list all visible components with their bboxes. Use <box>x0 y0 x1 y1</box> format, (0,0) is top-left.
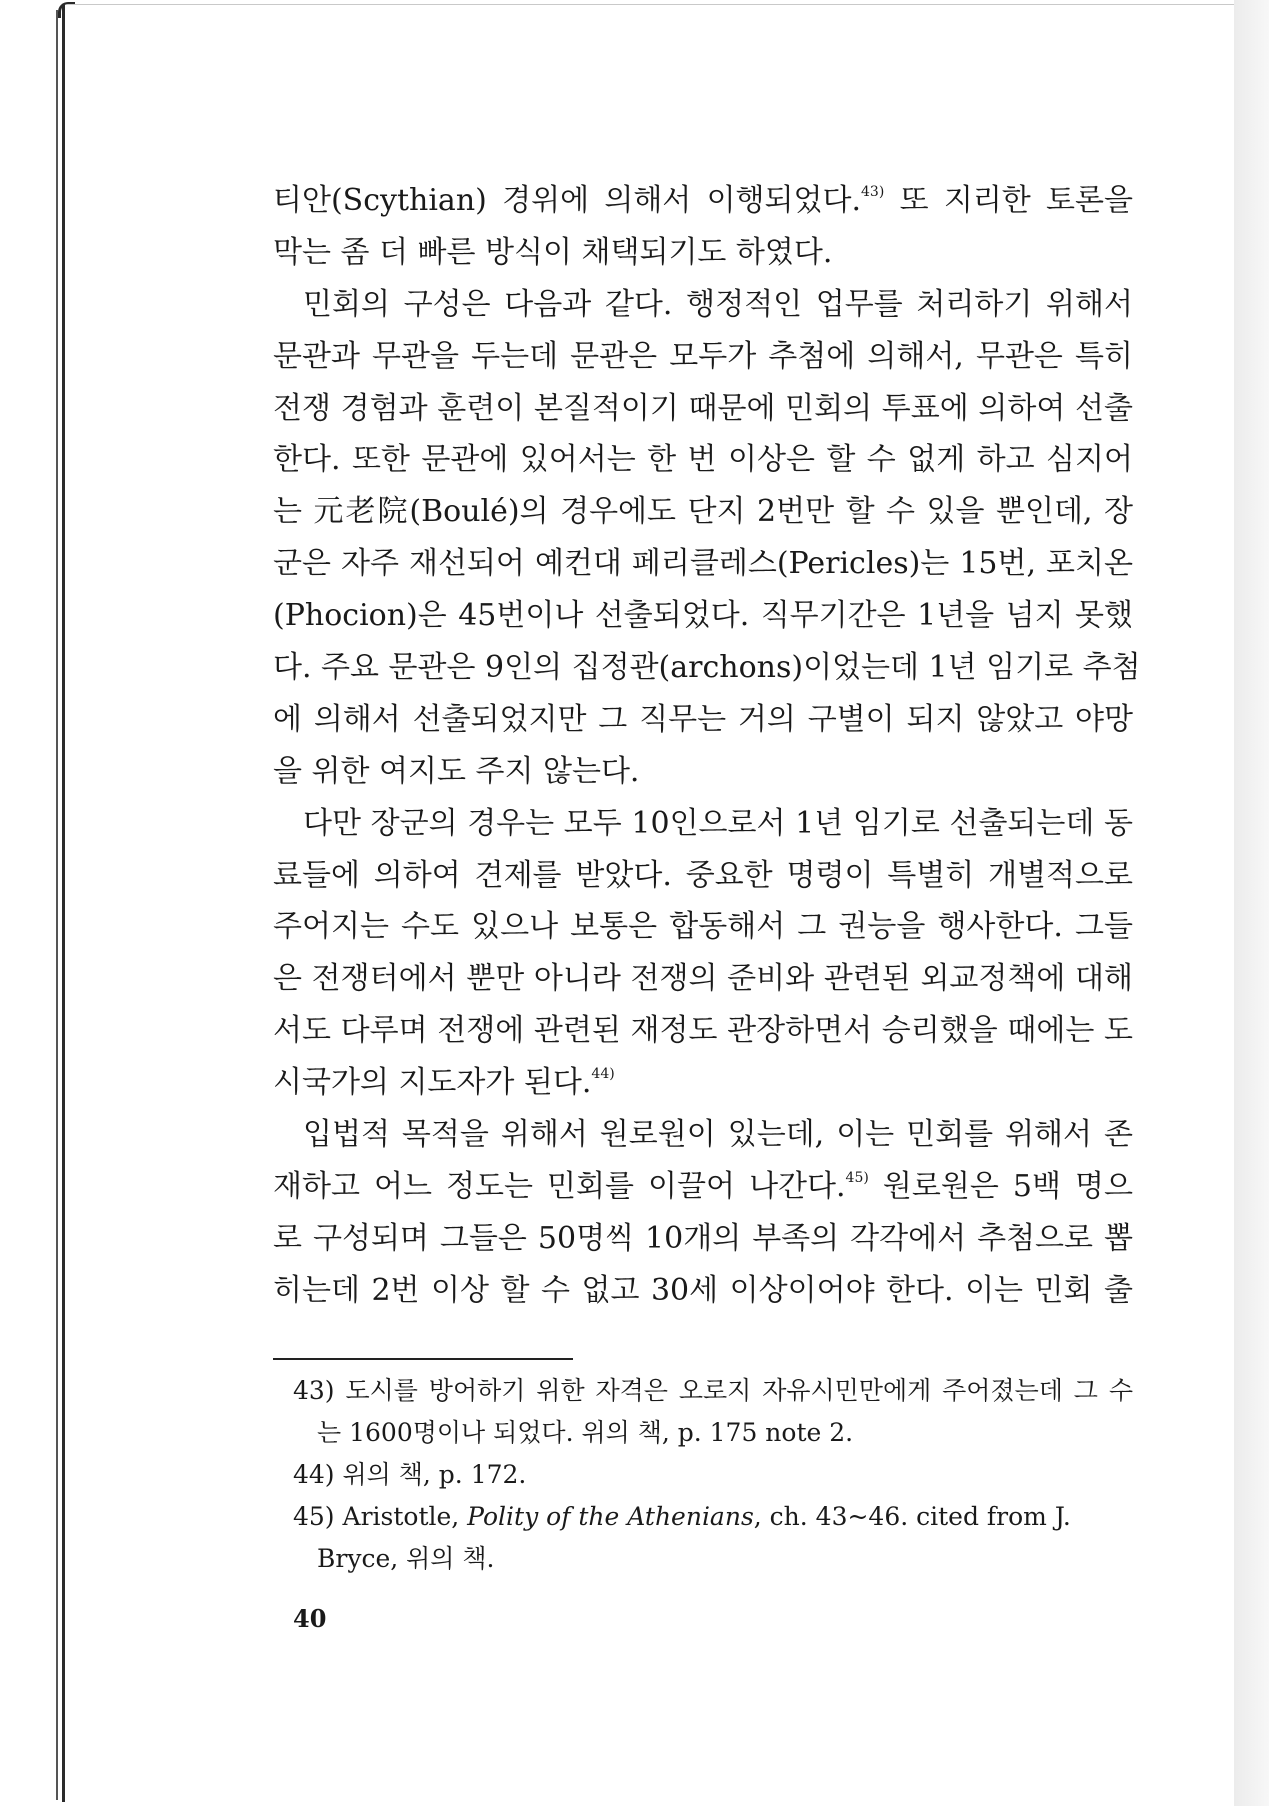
body-line-text: 다. 주요 문관은 9인의 집정관(archons)이었는데 1년 임기로 추첨 <box>273 650 1141 686</box>
page-left-edge <box>56 10 58 1800</box>
body-line-text: 한다. 또한 문관에 있어서는 한 번 이상은 할 수 없게 하고 심지어 <box>273 442 1133 478</box>
body-line-text: 막는 좀 더 빠른 방식이 채택되기도 하였다. <box>273 234 833 270</box>
body-line <box>273 383 1133 435</box>
body-line-text-after: 또 지리한 토론을 <box>884 183 1133 218</box>
footnote-45-prefix: 45) Aristotle, <box>293 1502 468 1531</box>
body-line-text: 시국가의 지도자가 된다. <box>273 1065 592 1101</box>
body-line-text: 티안(Scythian) 경위에 의해서 이행되었다. <box>273 183 862 218</box>
footnote-45 <box>293 1496 1133 1580</box>
footnotes <box>293 1370 1133 1580</box>
body-line <box>273 901 1133 953</box>
body-line <box>273 798 1133 850</box>
body-line <box>273 1213 1133 1265</box>
body-line-text: 료들에 의하여 견제를 받았다. 중요한 명령이 특별히 개별적으로 <box>273 857 1133 893</box>
body-line-text: (Phocion)은 45번이나 선출되었다. 직무기간은 1년을 넘지 못했 <box>273 598 1133 634</box>
body-line-text: 서도 다루며 전쟁에 관련된 재정도 관장하면서 승리했을 때에는 도 <box>273 1013 1133 1049</box>
footnote-44 <box>293 1454 1133 1496</box>
body-line-text: 히는데 2번 이상 할 수 없고 30세 이상이어야 한다. 이는 민회 출 <box>273 1272 1133 1308</box>
page-number: 40 <box>293 1604 327 1633</box>
footnote-45-line-2: Bryce, 위의 책. <box>317 1544 495 1573</box>
body-line <box>273 953 1133 1005</box>
body-line-text: 로 구성되며 그들은 50명씩 10개의 부족의 각각에서 추첨으로 뽑 <box>273 1220 1133 1256</box>
body-line-text: 문관과 무관을 두는데 문관은 모두가 추첨에 의해서, 무관은 특히 <box>273 338 1133 374</box>
body-line-text: 을 위한 여지도 주지 않는다. <box>273 753 640 789</box>
body-line <box>273 1265 1133 1317</box>
body-line-text: 입법적 목적을 위해서 원로원이 있는데, 이는 민회를 위해서 존 <box>303 1117 1133 1153</box>
body-line <box>273 175 1133 227</box>
body-line-text-after: 원로원은 5백 명으 <box>868 1168 1133 1204</box>
body-line-text: 군은 자주 재선되어 예컨대 페리클레스(Pericles)는 15번, 포치온 <box>273 546 1133 582</box>
body-line-text: 민회의 구성은 다음과 같다. 행정적인 업무를 처리하기 위해서 <box>303 286 1133 322</box>
body-line <box>273 1109 1133 1161</box>
body-line-text: 는 元老院(Boulé)의 경우에도 단지 2번만 할 수 있을 뿐인데, 장 <box>273 494 1133 530</box>
body-line <box>273 694 1133 746</box>
body-line <box>273 434 1133 486</box>
body-line <box>273 538 1133 590</box>
body-line-text: 주어지는 수도 있으나 보통은 합동해서 그 권능을 행사한다. 그들 <box>273 909 1133 945</box>
footnote-43 <box>293 1370 1133 1454</box>
footnote-rule <box>273 1358 573 1360</box>
footnote-43-line-1: 43) 도시를 방어하기 위한 자격은 오로지 자유시민만에게 주어졌는데 그 수 <box>293 1376 1133 1405</box>
body-line <box>273 1005 1133 1057</box>
body-line-text: 은 전쟁터에서 뿐만 아니라 전쟁의 준비와 관련된 외교정책에 대해 <box>273 961 1133 997</box>
body-text <box>273 175 1141 1317</box>
body-line <box>273 746 1133 798</box>
body-line <box>273 486 1133 538</box>
body-line <box>273 642 1141 694</box>
footnote-marker: 43) <box>861 184 885 200</box>
footnote-45-suffix: , ch. 43~46. cited from J. <box>753 1502 1071 1531</box>
body-line-text: 전쟁 경험과 훈련이 본질적이기 때문에 민회의 투표에 의하여 선출 <box>273 390 1133 426</box>
body-line <box>273 1161 1133 1213</box>
footnote-45-title: Polity of the Athenians <box>467 1502 754 1531</box>
footnote-marker: 44) <box>591 1066 615 1083</box>
page-corner <box>58 2 75 18</box>
footnote-43-line-2: 는 1600명이나 되었다. 위의 책, p. 175 note 2. <box>317 1418 854 1447</box>
footnote-45-line-1 <box>293 1496 1133 1538</box>
body-line <box>273 590 1133 642</box>
body-line-text: 다만 장군의 경우는 모두 10인으로서 1년 임기로 선출되는데 동 <box>303 805 1133 841</box>
body-line <box>273 1057 1133 1109</box>
footnote-marker: 45) <box>845 1169 869 1186</box>
body-line <box>273 279 1133 331</box>
body-line <box>273 331 1133 383</box>
body-line-text: 재하고 어느 정도는 민회를 이끌어 나간다. <box>273 1168 846 1204</box>
body-line <box>273 850 1133 902</box>
footnote-44-line-1: 44) 위의 책, p. 172. <box>293 1460 527 1489</box>
body-line-text: 에 의해서 선출되었지만 그 직무는 거의 구별이 되지 않았고 야망 <box>273 701 1133 737</box>
page-right-shadow <box>1234 0 1269 1806</box>
body-line <box>273 227 1133 279</box>
